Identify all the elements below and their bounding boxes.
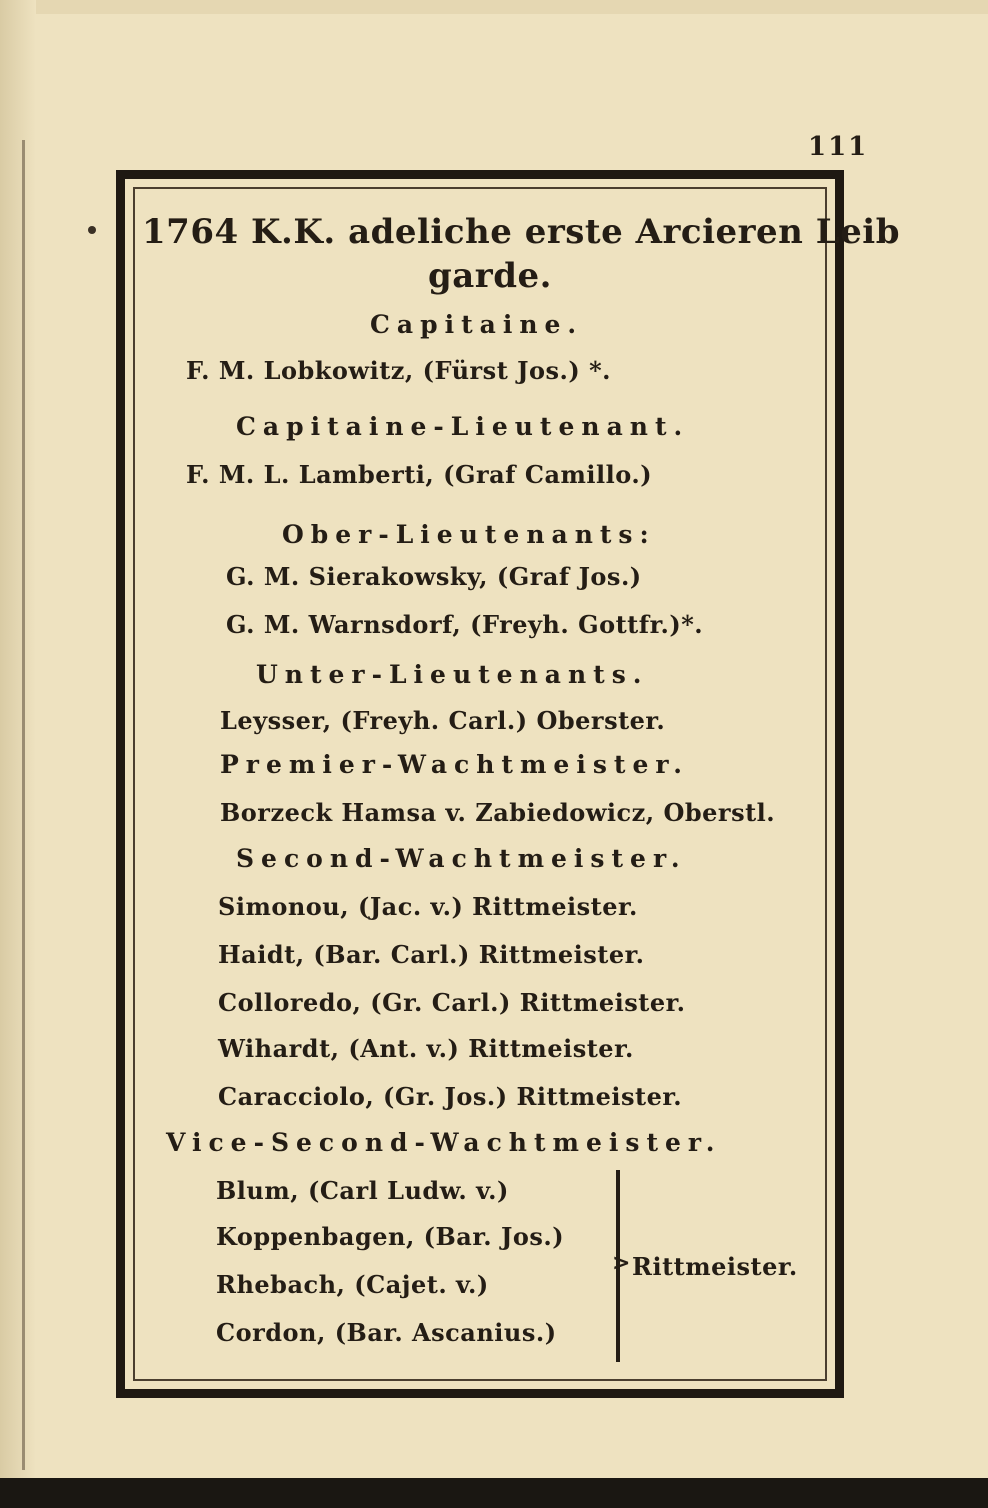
entry-unter-lieutenant-1: Leysser, (Freyh. Carl.) Oberster. bbox=[220, 706, 666, 735]
entry-vice-second-2: Koppenbagen, (Bar. Jos.) bbox=[216, 1222, 565, 1251]
vice-second-rank-label: Rittmeister. bbox=[632, 1252, 798, 1281]
entry-ober-lieutenant-2: G. M. Warnsdorf, (Freyh. Gottfr.)*. bbox=[226, 610, 704, 639]
page-binding-edge bbox=[0, 0, 36, 1508]
margin-dot bbox=[88, 226, 96, 234]
entry-second-wachtmeister-3: Colloredo, (Gr. Carl.) Rittmeister. bbox=[218, 988, 686, 1017]
page-title-line2: garde. bbox=[428, 256, 552, 296]
heading-ober-lieutenants: Ober-Lieutenants: bbox=[282, 520, 656, 549]
gutter-line bbox=[22, 140, 25, 1470]
entry-second-wachtmeister-1: Simonou, (Jac. v.) Rittmeister. bbox=[218, 892, 638, 921]
entry-ober-lieutenant-1: G. M. Sierakowsky, (Graf Jos.) bbox=[226, 562, 642, 591]
heading-capitaine-lieutenant: Capitaine-Lieutenant. bbox=[236, 412, 690, 441]
entry-premier-wachtmeister-1: Borzeck Hamsa v. Zabiedowicz, Oberstl. bbox=[220, 798, 776, 827]
heading-capitaine: Capitaine. bbox=[370, 310, 584, 339]
heading-unter-lieutenants: Unter-Lieutenants. bbox=[256, 660, 649, 689]
entry-second-wachtmeister-2: Haidt, (Bar. Carl.) Rittmeister. bbox=[218, 940, 645, 969]
heading-second-wachtmeister: Second-Wachtmeister. bbox=[236, 844, 687, 873]
entry-vice-second-3: Rhebach, (Cajet. v.) bbox=[216, 1270, 489, 1299]
page-bottom-shadow bbox=[0, 1478, 988, 1508]
page-top-edge bbox=[0, 0, 988, 14]
entry-vice-second-1: Blum, (Carl Ludw. v.) bbox=[216, 1176, 509, 1205]
heading-vice-second-wachtmeister: Vice-Second-Wachtmeister. bbox=[166, 1128, 722, 1157]
entry-second-wachtmeister-4: Wihardt, (Ant. v.) Rittmeister. bbox=[218, 1034, 634, 1063]
brace-point: > bbox=[612, 1250, 631, 1276]
heading-premier-wachtmeister: Premier-Wachtmeister. bbox=[220, 750, 689, 779]
entry-capitaine-1: F. M. Lobkowitz, (Fürst Jos.) *. bbox=[186, 356, 611, 385]
entry-capitaine-lieutenant-1: F. M. L. Lamberti, (Graf Camillo.) bbox=[186, 460, 653, 489]
entry-second-wachtmeister-5: Caracciolo, (Gr. Jos.) Rittmeister. bbox=[218, 1082, 683, 1111]
entry-vice-second-4: Cordon, (Bar. Ascanius.) bbox=[216, 1318, 557, 1347]
page-title-line1: 1764 K.K. adeliche erste Arcieren Leib bbox=[142, 212, 900, 252]
page-number: 111 bbox=[808, 132, 869, 162]
